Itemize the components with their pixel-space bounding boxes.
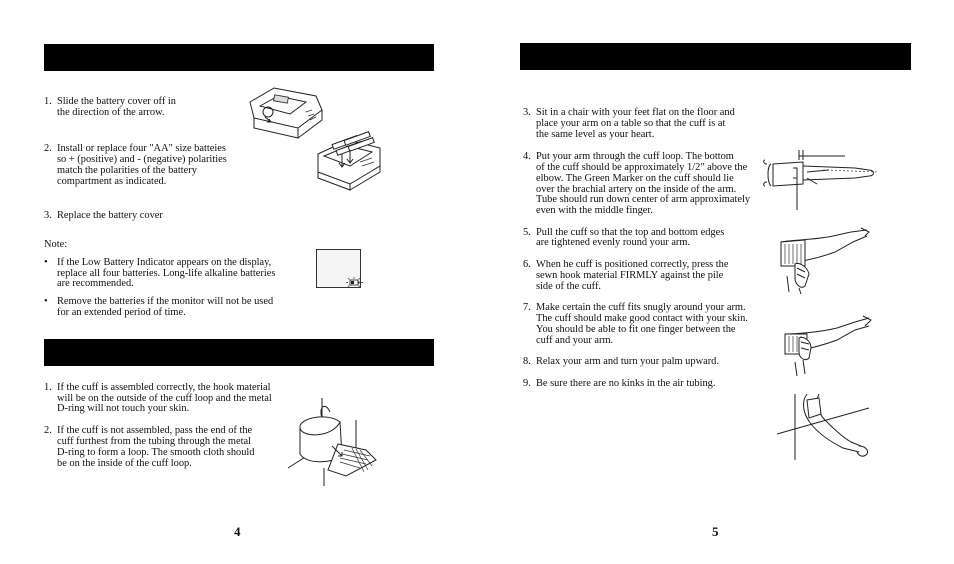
arm-relaxed-illustration (777, 394, 873, 460)
right-step-7-line: You should be able to fit one finger between the (536, 324, 736, 335)
right-step-6-line: sewn hook material FIRMLY against the pile (536, 270, 724, 281)
note-2-bullet: • (44, 296, 48, 307)
right-step-9-line: Be sure there are no kinks in the air tubing. (536, 378, 716, 389)
right-step-5-number: 5. (523, 227, 531, 238)
right-step-4-line: over the brachial artery on the inside of the arm. (536, 184, 737, 195)
battery-section-banner (44, 44, 434, 71)
right-step-4-line: Put your arm through the cuff loop. The bottom (536, 151, 734, 162)
right-step-5-line: Pull the cuff so that the top and bottom edges (536, 227, 725, 238)
battery-step-2-line: match the polarities of the battery (57, 165, 197, 176)
right-step-9-number: 9. (523, 378, 531, 389)
battery-step-2-line: compartment as indicated. (57, 176, 167, 187)
right-step-8-line: Relax your arm and turn your palm upward. (536, 356, 719, 367)
right-step-6-line: When he cuff is positioned correctly, press the (536, 259, 729, 270)
page-number-left: 4 (234, 524, 241, 539)
note-1-bullet: • (44, 257, 48, 268)
battery-step-2-line: so + (positive) and - (negative) polarities (57, 154, 227, 165)
page-number-right: 5 (712, 524, 719, 539)
cuff-step-2-line: D-ring to form a loop. The smooth cloth should (57, 447, 255, 458)
right-step-5-line: are tightened evenly round your arm. (536, 237, 691, 248)
right-step-3-line: place your arm on a table so that the cuff is at (536, 118, 726, 129)
note-1-line: are recommended. (57, 278, 134, 289)
cuff-press-illustration (777, 314, 871, 376)
battery-step-1-line: Slide the battery cover off in (57, 96, 176, 107)
right-step-3-line: the same level as your heart. (536, 129, 655, 140)
battery-step-1-number: 1. (44, 96, 52, 107)
right-step-8-number: 8. (523, 356, 531, 367)
cuff-step-1-line: D-ring will not touch your skin. (57, 403, 190, 414)
cuff-step-2-line: be on the inside of the cuff loop. (57, 458, 192, 469)
right-step-4-line: of the cuff should be approximately 1/2" above the (536, 162, 748, 173)
cuff-step-2-line: If the cuff is not assembled, pass the end of the (57, 425, 253, 436)
low-battery-display-illustration (316, 249, 366, 291)
right-step-4-number: 4. (523, 151, 531, 162)
cuff-step-2-number: 2. (44, 425, 52, 436)
cuff-step-2-line: cuff furthest from the tubing through the metal (57, 436, 252, 447)
battery-step-1-line: the direction of the arrow. (57, 107, 165, 118)
right-step-6-number: 6. (523, 259, 531, 270)
note-label: Note: (44, 239, 68, 250)
battery-install-illustration (314, 132, 384, 194)
battery-step-3-number: 3. (44, 210, 52, 221)
battery-step-2-line: Install or replace four "AA" size batteies (57, 143, 226, 154)
cuff-section-banner (44, 339, 434, 366)
cuff-step-1-number: 1. (44, 382, 52, 393)
cuff-step-1-line: If the cuff is assembled correctly, the hook material (57, 382, 271, 393)
cuff-step-1-line: will be on the outside of the cuff loop and the metal (57, 393, 272, 404)
right-page (477, 0, 954, 564)
cuff-assembly-illustration (288, 398, 384, 488)
battery-step-2-number: 2. (44, 143, 52, 154)
note-2-line: for an extended period of time. (57, 307, 186, 318)
cuff-position-illustration (763, 150, 881, 210)
right-step-7-line: Make certain the cuff fits snugly around your arm. (536, 302, 746, 313)
right-step-4-line: Tube should run down center of arm approximately (536, 194, 751, 205)
right-step-6-line: side of the cuff. (536, 281, 602, 292)
note-1-line: If the Low Battery Indicator appears on the display, (57, 257, 272, 268)
right-step-7-line: The cuff should make good contact with your skin. (536, 313, 748, 324)
note-1-line: replace all four batteries. Long-life alkaline batteries (57, 268, 276, 279)
right-step-4-line: even with the middle finger. (536, 205, 653, 216)
battery-step-3-line: Replace the battery cover (57, 210, 163, 221)
note-2-line: Remove the batteries if the monitor will not be used (57, 296, 274, 307)
cuff-tighten-illustration (775, 228, 871, 294)
right-step-4-line: elbow. The Green Marker on the cuff should lie (536, 173, 734, 184)
right-step-3-line: Sit in a chair with your feet flat on the floor and (536, 107, 735, 118)
right-step-3-number: 3. (523, 107, 531, 118)
cuff-application-banner (520, 43, 911, 70)
right-step-7-line: cuff and your arm. (536, 335, 614, 346)
right-step-7-number: 7. (523, 302, 531, 313)
